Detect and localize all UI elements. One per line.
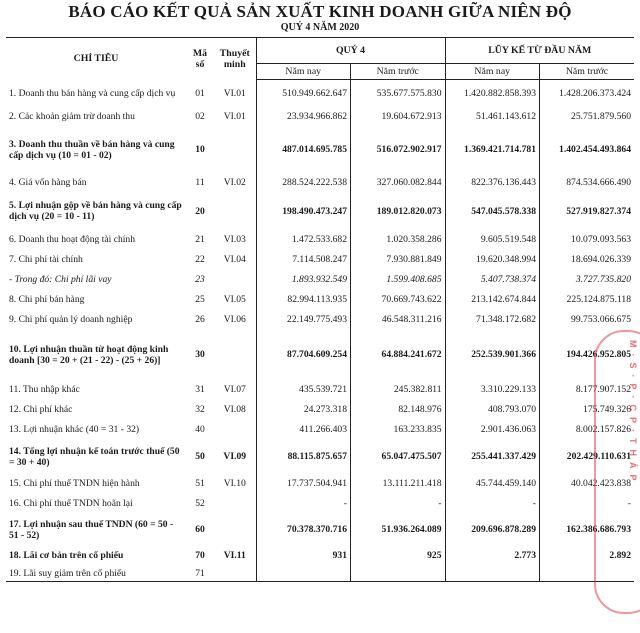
row-ytd-last-year: 2.892 <box>540 546 635 566</box>
table-row <box>6 107 634 127</box>
row-item-name: - Trong đó: Chi phí lãi vay <box>9 274 112 285</box>
row-ytd-this-year: 9.605.519.548 <box>445 230 540 250</box>
row-ytd-last-year: 25.751.879.560 <box>540 107 635 127</box>
row-ytd-this-year <box>445 566 540 582</box>
row-ytd-last-year: 18.694.026.339 <box>540 250 635 270</box>
row-code: 01 <box>195 87 205 99</box>
row-item-name: 14. Tổng lợi nhuận kế toán trước thuế (50 = 30 + 40) <box>9 445 180 468</box>
row-item-name: 7. Chi phí tài chính <box>9 254 83 265</box>
row-ytd-this-year: 5.407.738.374 <box>445 270 540 290</box>
row-note: VI.02 <box>223 177 246 188</box>
row-code: 25 <box>195 294 205 305</box>
row-ytd-last-year: 162.386.686.793 <box>540 514 635 546</box>
row-q4-last-year: 46.548.311.216 <box>351 310 446 330</box>
row-item-name: 13. Lợi nhuận khác (40 = 31 - 32) <box>9 424 140 435</box>
row-ytd-this-year: - <box>445 494 540 514</box>
row-note: VI.04 <box>223 254 246 265</box>
row-q4-this-year: 1.472.533.682 <box>256 230 351 250</box>
row-note <box>214 127 256 173</box>
header-code <box>186 38 214 80</box>
row-ytd-this-year: 2.773 <box>445 546 540 566</box>
row-note <box>214 330 256 380</box>
row-note <box>214 566 256 582</box>
row-ytd-last-year: 1.428.206.373.424 <box>540 80 635 107</box>
row-q4-last-year: 82.148.976 <box>351 400 446 420</box>
row-code: 30 <box>195 349 205 360</box>
row-ytd-last-year: - <box>540 494 635 514</box>
row-ytd-this-year: 45.744.459.140 <box>445 474 540 494</box>
row-q4-last-year: 51.936.264.089 <box>351 514 446 546</box>
row-q4-this-year: 82.994.113.935 <box>256 290 351 310</box>
row-ytd-this-year: 51.461.143.612 <box>445 107 540 127</box>
row-note: VI.08 <box>223 404 246 415</box>
row-note <box>214 270 256 290</box>
row-item-name: 1. Doanh thu bán hàng và cung cấp dịch vụ <box>9 87 176 99</box>
row-q4-last-year: 327.060.082.844 <box>351 173 446 193</box>
row-q4-this-year: 1.893.932.549 <box>256 270 351 290</box>
row-q4-last-year: 13.111.211.418 <box>351 474 446 494</box>
row-note <box>214 514 256 546</box>
header-q4-last-year: Năm trước <box>351 64 446 80</box>
row-ytd-this-year: 547.045.578.338 <box>445 193 540 230</box>
row-item-name: 11. Thu nhập khác <box>9 384 80 395</box>
header-note-line1: Thuyết <box>219 47 250 59</box>
row-q4-last-year: 535.677.575.830 <box>351 80 446 107</box>
row-code: 20 <box>195 205 205 217</box>
row-ytd-this-year: 2.901.436.063 <box>445 420 540 440</box>
table-row <box>6 566 634 582</box>
row-ytd-this-year: 252.539.901.366 <box>445 330 540 380</box>
row-ytd-this-year: 255.441.337.429 <box>445 440 540 474</box>
row-q4-last-year: 245.382.811 <box>351 380 446 400</box>
row-item-name: 10. Lợi nhuận thuần từ hoạt động kinh doanh [30 = 20 + (21 - 22) - (25 + 26)] <box>9 343 169 366</box>
header-note <box>214 38 256 80</box>
row-note: VI.03 <box>223 234 246 245</box>
header-ytd-this-year: Năm nay <box>445 64 540 80</box>
row-ytd-this-year: 822.376.136.443 <box>445 173 540 193</box>
row-code: 31 <box>195 384 205 395</box>
row-ytd-last-year: 527.919.827.374 <box>540 193 635 230</box>
row-code: 70 <box>195 550 205 561</box>
table-row <box>6 400 634 420</box>
header-note-line2: minh <box>223 58 246 70</box>
row-ytd-last-year: 175.749.326 <box>540 400 635 420</box>
row-q4-this-year: 24.273.318 <box>256 400 351 420</box>
row-note <box>214 494 256 514</box>
row-note <box>214 420 256 440</box>
row-q4-this-year: 88.115.875.657 <box>256 440 351 474</box>
row-q4-last-year: 64.884.241.672 <box>351 330 446 380</box>
row-q4-this-year: 87.704.609.254 <box>256 330 351 380</box>
row-ytd-last-year: 8.002.157.826 <box>540 420 635 440</box>
row-q4-this-year: 288.524.222.538 <box>256 173 351 193</box>
table-row <box>6 193 634 230</box>
row-ytd-last-year: 874.534.666.490 <box>540 173 635 193</box>
table-row <box>6 250 634 270</box>
row-note: VI.11 <box>223 550 246 561</box>
row-code: 60 <box>195 524 205 535</box>
row-item-name: 9. Chi phí quản lý doanh nghiệp <box>9 314 133 325</box>
row-code: 32 <box>195 404 205 415</box>
table-row <box>6 310 634 330</box>
row-code: 40 <box>195 424 205 435</box>
row-ytd-this-year: 1.420.882.858.393 <box>445 80 540 107</box>
row-note: VI.07 <box>223 384 246 395</box>
row-q4-this-year: 17.737.504.941 <box>256 474 351 494</box>
row-q4-last-year: 1.599.408.685 <box>351 270 446 290</box>
row-ytd-last-year <box>540 566 635 582</box>
row-q4-last-year <box>351 566 446 582</box>
row-ytd-this-year: 1.369.421.714.781 <box>445 127 540 173</box>
table-row <box>6 514 634 546</box>
row-item-name: 5. Lợi nhuận gộp về bán hàng và cung cấp dịch vụ (20 = 10 - 11) <box>9 200 182 222</box>
table-row <box>6 440 634 474</box>
row-note: VI.01 <box>223 111 246 122</box>
row-note: VI.01 <box>223 87 246 99</box>
row-code: 10 <box>195 144 205 155</box>
row-note: VI.09 <box>223 451 247 462</box>
row-q4-this-year: 22.149.775.493 <box>256 310 351 330</box>
row-item-name: 8. Chi phí bán hàng <box>9 294 85 305</box>
row-item-name: 3. Doanh thu thuần về bán hàng và cung cấp dịch vụ (10 = 01 - 02) <box>9 138 175 161</box>
row-q4-this-year <box>256 566 351 582</box>
row-ytd-last-year: 99.753.066.675 <box>540 310 635 330</box>
table-row <box>6 330 634 380</box>
row-code: 21 <box>195 234 205 245</box>
row-code: 22 <box>195 254 205 265</box>
table-row <box>6 173 634 193</box>
row-ytd-last-year: 40.042.423.838 <box>540 474 635 494</box>
row-q4-this-year: 411.266.403 <box>256 420 351 440</box>
row-ytd-last-year: 225.124.875.118 <box>540 290 635 310</box>
table-row <box>6 474 634 494</box>
row-item-name: 12. Chi phí khác <box>9 404 73 415</box>
row-q4-last-year: 7.930.881.849 <box>351 250 446 270</box>
statement-rows <box>6 80 634 582</box>
row-note: VI.05 <box>223 294 246 305</box>
table-row <box>6 546 634 566</box>
row-note: VI.06 <box>223 314 246 325</box>
row-code: 11 <box>195 177 205 188</box>
row-item-name: 19. Lãi suy giảm trên cổ phiếu <box>6 566 186 582</box>
table-row <box>6 420 634 440</box>
table-row <box>6 380 634 400</box>
table-row <box>6 290 634 310</box>
row-q4-last-year: 516.072.902.917 <box>351 127 446 173</box>
row-q4-last-year: - <box>351 494 446 514</box>
row-q4-last-year: 70.669.743.622 <box>351 290 446 310</box>
row-q4-this-year: 198.490.473.247 <box>256 193 351 230</box>
row-q4-last-year: 189.012.820.073 <box>351 193 446 230</box>
row-ytd-last-year: 202.429.110.631 <box>540 440 635 474</box>
income-statement-table <box>6 37 634 582</box>
header-item: CHỈ TIÊU <box>6 38 186 80</box>
row-item-name: 2. Các khoản giảm trừ doanh thu <box>9 111 135 122</box>
row-q4-last-year: 925 <box>351 546 446 566</box>
row-q4-last-year: 19.604.672.913 <box>351 107 446 127</box>
row-code: 02 <box>195 111 205 122</box>
row-q4-this-year: - <box>256 494 351 514</box>
row-q4-this-year: 435.539.721 <box>256 380 351 400</box>
header-q4-this-year: Năm nay <box>256 64 351 80</box>
row-item-name: 6. Doanh thu hoạt động tài chính <box>9 234 136 245</box>
table-row <box>6 494 634 514</box>
header-code-line1: Mã <box>192 47 208 59</box>
row-ytd-this-year: 209.696.878.289 <box>445 514 540 546</box>
header-group-q4: QUÝ 4 <box>256 38 445 64</box>
row-q4-this-year: 7.114.508.247 <box>256 250 351 270</box>
row-ytd-last-year: 10.079.093.563 <box>540 230 635 250</box>
row-ytd-last-year: 194.426.952.805 <box>540 330 635 380</box>
row-ytd-this-year: 71.348.172.682 <box>445 310 540 330</box>
row-q4-last-year: 1.020.358.286 <box>351 230 446 250</box>
row-item-name: 16. Chi phí thuế TNDN hoãn lại <box>9 498 133 509</box>
row-note <box>214 193 256 230</box>
row-q4-this-year: 70.378.370.716 <box>256 514 351 546</box>
report-period: QUÝ 4 NĂM 2020 <box>280 22 360 33</box>
report-title: BÁO CÁO KẾT QUẢ SẢN XUẤT KINH DOANH GIỮA NIÊN ĐỘ <box>68 2 572 21</box>
row-q4-last-year: 65.047.475.507 <box>351 440 446 474</box>
table-row <box>6 127 634 173</box>
row-ytd-this-year: 3.310.229.133 <box>445 380 540 400</box>
row-code: 50 <box>195 451 205 462</box>
row-code: 52 <box>195 498 205 509</box>
row-ytd-last-year: 1.402.454.493.864 <box>540 127 635 173</box>
header-ytd-last-year: Năm trước <box>540 64 635 80</box>
row-ytd-last-year: 3.727.735.820 <box>540 270 635 290</box>
row-item-name: 17. Lợi nhuận sau thuế TNDN (60 = 50 - 51 - 52) <box>9 518 174 541</box>
company-seal-text: M·S·P·CP·THÁP <box>628 340 638 487</box>
row-q4-this-year: 487.014.695.785 <box>256 127 351 173</box>
row-note: VI.10 <box>223 478 246 489</box>
row-ytd-this-year: 213.142.674.844 <box>445 290 540 310</box>
row-q4-this-year: 931 <box>256 546 351 566</box>
row-ytd-this-year: 19.620.348.994 <box>445 250 540 270</box>
row-code: 51 <box>195 478 205 489</box>
row-item-name: 18. Lãi cơ bản trên cổ phiếu <box>9 550 124 561</box>
row-item-name: 4. Giá vốn hàng bán <box>9 177 87 188</box>
row-q4-this-year: 510.949.662.647 <box>256 80 351 107</box>
row-q4-this-year: 23.934.966.862 <box>256 107 351 127</box>
row-code: 26 <box>195 314 205 325</box>
row-code: 71 <box>186 566 214 582</box>
table-row <box>6 270 634 290</box>
table-row <box>6 230 634 250</box>
row-ytd-last-year: 8.177.907.152 <box>540 380 635 400</box>
table-row <box>6 80 634 107</box>
row-code: 23 <box>195 274 205 285</box>
header-code-line2: số <box>195 58 205 70</box>
row-item-name: 15. Chi phí thuế TNDN hiện hành <box>9 478 140 489</box>
row-ytd-this-year: 408.793.070 <box>445 400 540 420</box>
header-group-ytd: LŨY KẾ TỪ ĐẦU NĂM <box>445 38 634 64</box>
row-q4-last-year: 163.233.835 <box>351 420 446 440</box>
